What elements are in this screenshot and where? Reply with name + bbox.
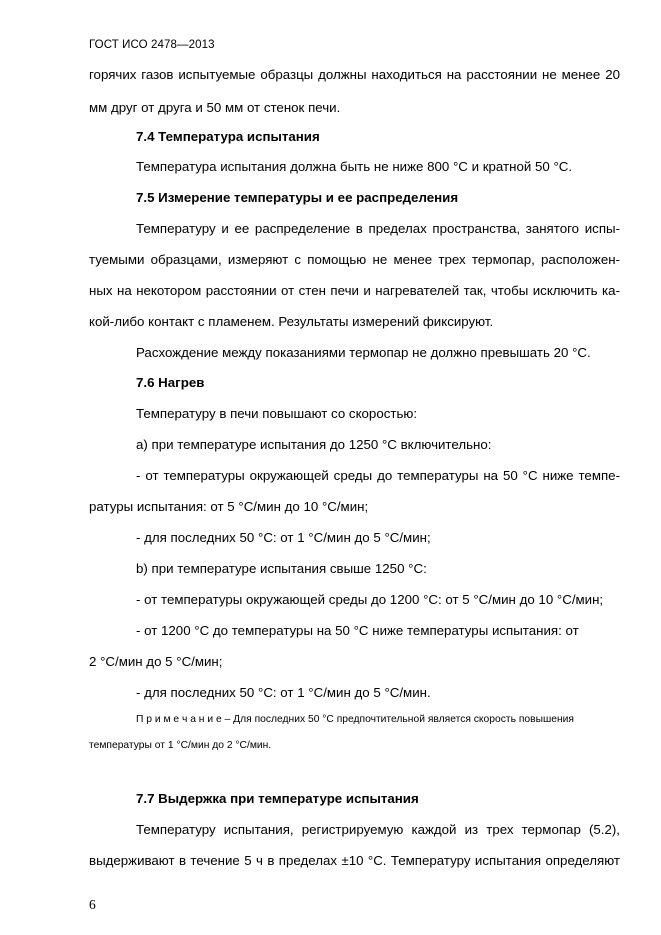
list-item: - от температуры окружающей среды до температуры на 50 °С ниже темпе- xyxy=(136,468,620,483)
page-number: 6 xyxy=(89,897,96,912)
list-item: ратуры испытания: от 5 °С/мин до 10 °С/мин; xyxy=(89,499,369,514)
paragraph-line: ных на некотором расстоянии от стен печи и нагревателей так, чтобы исключить ка- xyxy=(89,283,620,298)
list-item: - от температуры окружающей среды до 1200 °С: от 5 °С/мин до 10 °С/мин; xyxy=(136,592,604,607)
list-item: 2 °С/мин до 5 °С/мин; xyxy=(89,654,223,669)
list-item-b: b) при температуре испытания свыше 1250 °С: xyxy=(136,561,427,576)
paragraph-line: Расхождение между показаниями термопар не должно превышать 20 °С. xyxy=(136,345,591,360)
note-line-2: температуры от 1 °С/мин до 2 °С/мин. xyxy=(89,740,272,751)
paragraph-line: Температуру и ее распределение в пределах пространства, занятого испы- xyxy=(136,221,620,236)
section-heading-7-7: 7.7 Выдержка при температуре испытания xyxy=(136,791,419,806)
document-header: ГОСТ ИСО 2478—2013 xyxy=(89,39,215,51)
section-heading-7-5: 7.5 Измерение температуры и ее распределения xyxy=(136,190,459,205)
note-line-1 xyxy=(136,713,574,727)
paragraph-line: кой-либо контакт с пламенем. Результаты измерений фиксируют. xyxy=(89,314,494,329)
paragraph-line: Температура испытания должна быть не ниже 800 °С и кратной 50 °С. xyxy=(136,159,573,174)
paragraph-line: Температуру испытания, регистрируемую каждой из трех термопар (5.2), xyxy=(136,822,620,837)
list-item: - для последних 50 °С: от 1 °С/мин до 5 °С/мин; xyxy=(136,530,431,545)
paragraph-line: выдерживают в течение 5 ч в пределах ±10 °С. Температуру испытания определяют xyxy=(89,853,620,868)
list-item: - от 1200 °С до температуры на 50 °С ниже температуры испытания: от xyxy=(136,623,579,638)
paragraph-line: мм друг от друга и 50 мм от стенок печи. xyxy=(89,100,341,115)
paragraph-line: Температуру в печи повышают со скоростью: xyxy=(136,406,418,421)
section-heading-7-4: 7.4 Температура испытания xyxy=(136,129,320,144)
paragraph-line: туемыми образцами, измеряют с помощью не менее трех термопар, расположен- xyxy=(89,252,620,267)
section-heading-7-6: 7.6 Нагрев xyxy=(136,375,205,390)
note-text: – Для последних 50 °С предпочтительной является скорость повышения xyxy=(221,714,574,725)
paragraph-line: горячих газов испытуемые образцы должны находиться на расстоянии не менее 20 xyxy=(89,67,620,82)
list-item: - для последних 50 °С: от 1 °С/мин до 5 °С/мин. xyxy=(136,685,431,700)
list-item-a: а) при температуре испытания до 1250 °С включительно: xyxy=(136,437,492,452)
note-label: П р и м е ч а н и е xyxy=(136,714,222,725)
